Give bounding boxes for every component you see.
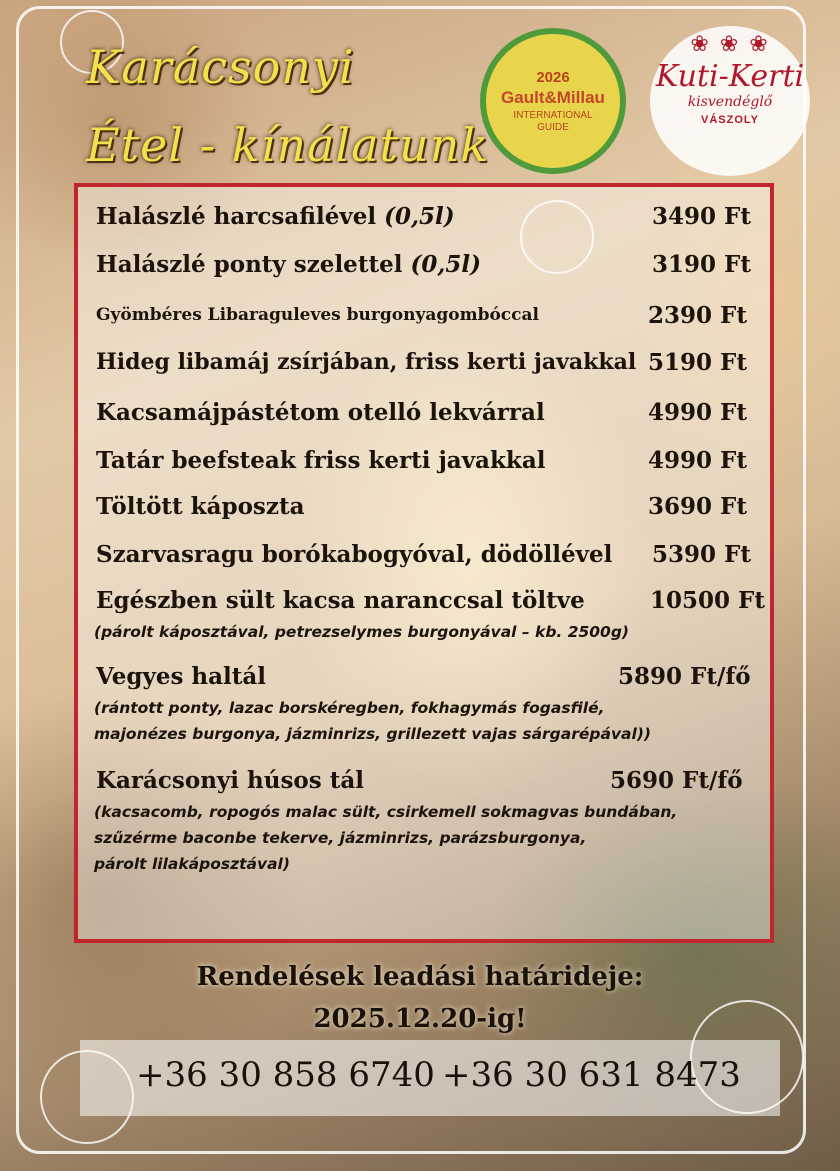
menu-item-price: 3490 Ft [652, 203, 751, 230]
menu-item-name: Gyömbéres Libaraguleves burgonyagombóccal [96, 305, 539, 325]
deadline-date: 2025.12.20-ig! [313, 1004, 527, 1034]
phone-number-1[interactable]: +36 30 858 6740 [136, 1055, 435, 1095]
menu-item-name: Halászlé harcsafilével [96, 203, 385, 230]
badge-guide: INTERNATIONAL GUIDE [513, 109, 593, 133]
menu-item-price: 3190 Ft [652, 251, 751, 278]
menu-item-note: párolt lilakáposztával) [94, 855, 290, 873]
title-line-1: Karácsonyi [86, 40, 355, 94]
menu-item-name: Hideg libamáj zsírjában, friss kerti javakkal [96, 349, 637, 375]
gault-millau-badge [480, 28, 626, 174]
menu-item-price: 5190 Ft [648, 349, 747, 376]
menu-item-price: 5890 Ft/fő [618, 663, 751, 690]
menu-item-note: (rántott ponty, lazac borskéregben, fokhagymás fogasfilé, [94, 699, 605, 717]
rose-icon: ❀ ❀ ❀ [690, 32, 770, 57]
restaurant-name: Kuti-Kerti [655, 59, 805, 94]
menu-item-price: 5390 Ft [652, 541, 751, 568]
menu-item-name: Egészben sült kacsa naranccsal töltve [96, 587, 585, 614]
menu-item-name: Halászlé ponty szelettel [96, 251, 411, 278]
menu-item-name: Kacsamájpástétom otelló lekvárral [96, 399, 545, 426]
menu-item-name: Vegyes haltál [96, 663, 267, 690]
title-line-2: Étel - kínálatunk [86, 118, 490, 172]
menu-item-price: 2390 Ft [648, 302, 747, 329]
menu-item-name: Töltött káposzta [96, 493, 305, 520]
deadline-line-1: Rendelések leadási határideje: [196, 962, 644, 992]
phone-number-2[interactable]: +36 30 631 8473 [442, 1055, 741, 1095]
menu-item-note: szűzérme baconbe tekerve, jázminrizs, parázsburgonya, [94, 829, 587, 847]
menu-box [74, 183, 774, 943]
menu-item-price: 4990 Ft [648, 447, 747, 474]
restaurant-town: VÁSZOLY [701, 114, 759, 126]
menu-item-name: Szarvasragu borókabogyóval, dödöllével [96, 541, 613, 568]
restaurant-logo [650, 26, 810, 176]
menu-item-price: 10500 Ft [650, 587, 765, 614]
badge-year: 2026 [536, 68, 570, 86]
menu-item-name: Tatár beefsteak friss kerti javakkal [96, 447, 546, 474]
restaurant-subtitle: kisvendéglő [687, 94, 773, 110]
menu-item-name: Karácsonyi húsos tál [96, 767, 364, 794]
badge-brand: Gault&Millau [501, 87, 605, 107]
menu-item-note: (kacsacomb, ropogós malac sült, csirkemell sokmagvas bundában, [94, 803, 678, 821]
menu-item-price: 5690 Ft/fő [610, 767, 743, 794]
menu-item-size: (0,5l) [410, 251, 481, 278]
menu-item-note: majonézes burgonya, jázminrizs, grillezett vajas sárgarépával)) [94, 725, 651, 743]
menu-item-price: 4990 Ft [648, 399, 747, 426]
menu-item-size: (0,5l) [384, 203, 455, 230]
menu-item-note: (párolt káposztával, petrezselymes burgonyával – kb. 2500g) [94, 623, 630, 641]
menu-item-price: 3690 Ft [648, 493, 747, 520]
